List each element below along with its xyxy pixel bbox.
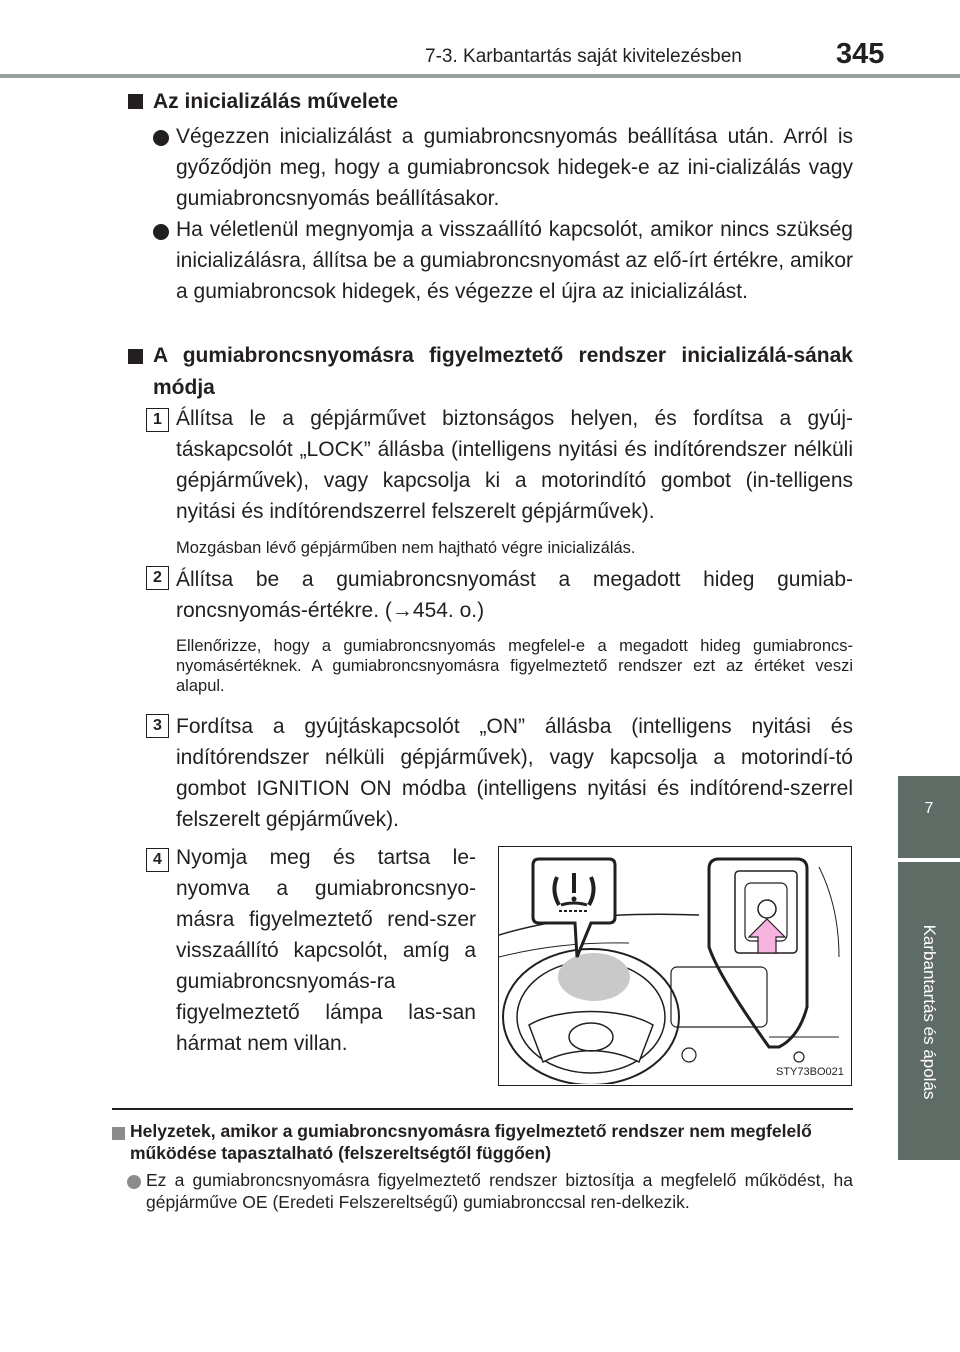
square-bullet-icon	[112, 1127, 125, 1140]
round-bullet-icon	[153, 130, 169, 146]
method-heading: A gumiabroncsnyomásra figyelmeztető rendszer inicializálá-sának módja	[153, 344, 853, 399]
chapter-title: Karbantartás és ápolás	[920, 924, 939, 1100]
square-bullet-icon	[128, 349, 143, 364]
step-1-note: Mozgásban lévő gépjárműben nem hajtható végre inicializálás.	[176, 539, 636, 557]
footnote-rule	[112, 1108, 853, 1110]
init-bullet-1: Végezzen inicializálást a gumiabroncsnyomás beállítása után. Arról is győződjön meg, hogy a gumiabroncsok hidegek-e az ini-cializálás vagy gumiabroncsnyomás beállításakor.	[176, 125, 853, 210]
step-4-text: Nyomja meg és tartsa le-nyomva a gumiabroncsnyo-másra figyelmeztető rend-szer visszaállító kapcsolót, amíg a gumiabroncsnyomás-ra figyelmeztető lámpa las-san hármat nem villan.	[176, 846, 476, 1055]
round-bullet-icon	[153, 224, 169, 240]
header-rule	[0, 74, 960, 78]
square-bullet-icon	[128, 94, 143, 109]
init-heading: Az inicializálás művelete	[153, 90, 399, 113]
dashboard-drawing	[499, 847, 850, 1084]
init-bullet-2: Ha véletlenül megnyomja a visszaállító kapcsolót, amikor nincs szükség inicializálásra, állítsa be a gumiabroncsnyomást az elő-írt értékre, amikor a gumiabroncsok hidegek, és végezze el újra az inicializálást.	[176, 218, 853, 303]
step-number-box: 1	[146, 408, 169, 432]
step-number-box: 3	[146, 714, 169, 738]
round-bullet-icon	[127, 1175, 141, 1189]
page-number: 345	[836, 38, 885, 70]
figure-code: STY73BO021	[776, 1066, 844, 1078]
footnote-heading: Helyzetek, amikor a gumiabroncsnyomásra figyelmeztető rendszer nem megfelelő működése tapasztalható (felszereltségtől függően)	[130, 1121, 812, 1163]
tire-pressure-warning-icon	[533, 859, 615, 957]
step-3-text: Fordítsa a gyújtáskapcsolót „ON” állásba (intelligens nyitási és indítórendszer nélküli gépjárművek), vagy kapcsolja a motorindí-tó gombot IGNITION ON módba (intelligens nyitási és indítórend-szerrel felszerelt gépjárművek).	[176, 715, 853, 831]
dashboard-illustration	[498, 846, 852, 1086]
chapter-number: 7	[924, 800, 934, 817]
step-2-note: Ellenőrizze, hogy a gumiabroncsnyomás megfelel-e a megadott hideg gumiabroncs-nyomásértéknek. A gumiabroncsnyomásra figyelmeztető rendszer ezt az értéket veszi alapul.	[176, 637, 853, 695]
step-1-text: Állítsa le a gépjárművet biztonságos helyen, és fordítsa a gyúj-táskapcsolót „LOCK” állásba (intelligens nyitási és indítórendszer nélküli gépjárművek), vagy kapcsolja ki a motorindító gombot (in-telligens nyitási és indítórendszerrel felszerelt gépjárművek).	[176, 407, 853, 523]
step-2-text: Állítsa be a gumiabroncsnyomást a megadott hideg gumiab-roncsnyomás-értékre. (→454. o.)	[176, 568, 853, 622]
reset-switch-zoom-icon	[709, 859, 807, 1047]
step-number-box: 2	[146, 566, 169, 590]
step-number-box: 4	[146, 848, 169, 872]
footnote-bullet: Ez a gumiabroncsnyomásra figyelmeztető rendszer biztosítja a megfelelő működést, ha gépjárműve OE (Eredeti Felszereltségű) gumiabronccsal ren-delkezik.	[146, 1170, 853, 1212]
running-header-section: 7-3. Karbantartás saját kivitelezésben	[425, 46, 742, 67]
